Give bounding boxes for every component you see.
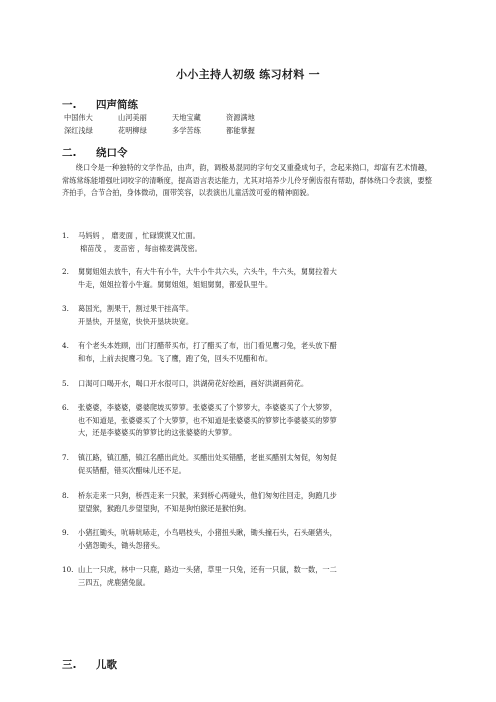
item-number: 4. [62,341,69,350]
item-line: 大，还是李婆婆买的箩箩比的这张婆婆的大箩箩。 [78,428,237,438]
intro-paragraph: 绕口令是一种独特的文学作品，由声，韵，调极易混同的字句交叉重叠成句子，念起来拗口，却富有艺术情趣，常练常练能增强吐词咬字的清晰度，提高语言表达能力，尤其对培养少儿伶牙俐齿很有帮助，群体绕口令表演，要整齐拍手，合节合拍，身体微动，面带笑容，以表演出儿童活泼可爱的精神面貌。 [62,163,432,198]
item-number: 8. [62,491,69,500]
section-number: 二. [62,147,77,159]
item-line: 桥东走来一只狗，桥西走来一只猴，来到桥心两碰头，他们匆匆往回走，狗跑几步 [78,491,337,500]
word-row [64,125,280,138]
list-item [62,378,432,391]
list-item [62,564,432,589]
list-item [62,402,432,440]
word-item: 山河美丽 [118,113,147,122]
page-title: 小小主持人初级 练习材料 一 [176,68,320,81]
list-item [62,527,432,552]
section-number: 一. [62,99,77,111]
item-line: 小猪怨锄头，锄头怨猪头。 [78,540,165,550]
item-line: 镇江路，镇江醋，镇江名醋出此处。买醋出处买错醋，老崔买醋别太匆促，匆匆促 [78,453,337,462]
item-line: 舅舅姐姐去放牛，有大牛有小牛，大牛小牛共六头，六头牛，牛六头，舅舅拉着大 [78,267,337,276]
item-line: 口渴可口喝开水，喝口开水很可口，洪湖荷花好绘画，画好洪湖画荷花。 [78,379,309,388]
item-line: 促买错醋，错买次醋味儿还不足。 [78,465,186,475]
list-item [62,266,432,291]
item-line: 张婆婆，李婆婆，婆婆爬坡买箩箩。张婆婆买了个箩箩大，李婆婆买了个大箩箩， [78,403,337,412]
item-number: 6. [62,403,69,412]
item-line: 有个老头本姓顾，出门打醋带买布，打了醋买了布，出门看见鹰刁兔，老头放下醋 [78,341,337,350]
item-line: 也不知道是，张婆婆买了个大箩箩，也不知道是张婆婆买的箩箩比李婆婆买的箩箩 [78,415,337,425]
section-heading-2 [62,145,128,160]
item-number: 10. [62,565,74,574]
item-line: 山上一只虎，林中一只鹿，路边一头猪，草里一只兔，还有一只鼠，数一数，一二 [78,565,337,574]
list-item [62,303,432,328]
item-line: 葛国光，割果干，割过果干挂高竿。 [78,304,194,313]
word-item: 多学苦练 [172,125,201,135]
item-line: 和布，上前去捉鹰刁兔。飞了鹰，跑了兔，回头不见醋和布。 [78,353,273,363]
word-row [64,112,280,125]
item-number: 7. [62,453,69,462]
item-line: 牛走，姐姐拉着小牛遛。舅舅姐姐，姐姐舅舅，都爱队里牛。 [78,279,273,289]
item-number: 2. [62,267,69,276]
section-title: 儿歌 [96,659,117,671]
item-number: 5. [62,379,69,388]
item-number: 1. [62,231,69,240]
item-line: 小猪扛锄头，吭哧吭哧走，小鸟唱枝头，小猪扭头瞅，锄头撞石头，石头砸猪头， [78,528,337,537]
section-title: 绕口令 [96,147,128,159]
word-item: 花明柳绿 [118,125,147,135]
list-item [62,340,432,365]
item-number: 9. [62,528,69,537]
word-list [64,112,280,137]
item-line: 开垦快，开垦宽，快快开垦块块宽。 [78,316,194,326]
word-item: 深红浅绿 [64,125,93,135]
item-line: 棉苗茂 ， 麦苗密 ，每亩棉麦满茂密。 [80,243,202,253]
section-heading-3 [62,657,117,672]
item-line: 马妈妈 ， 磨麦面 ，忙碌馍馍又忙面。 [78,231,200,240]
item-line: 望望猴，猴跑几步望望狗，不知是狗怕猴还是猴怕狗。 [78,503,251,513]
word-item: 都能掌握 [226,125,255,135]
word-item: 中国伟大 [64,113,93,122]
item-line: 三四五，虎鹿猪兔鼠。 [78,577,150,587]
section-title: 四声简练 [96,99,138,111]
list-item [62,452,432,477]
word-item: 天地宝藏 [172,113,201,122]
section-heading-1 [62,97,138,112]
word-item: 资源满地 [226,113,255,122]
section-number: 三. [62,659,77,671]
item-number: 3. [62,304,69,313]
list-item [62,490,432,515]
list-item [62,230,432,255]
